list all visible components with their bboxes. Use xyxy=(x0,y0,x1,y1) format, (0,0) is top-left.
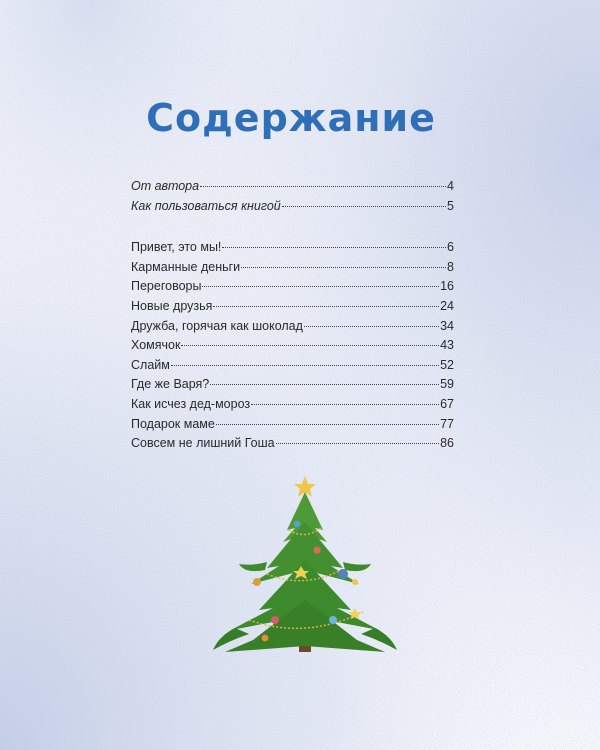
toc-dot-leader xyxy=(181,345,439,346)
toc-dot-leader xyxy=(222,247,446,248)
toc-dot-leader xyxy=(216,424,439,425)
toc-entry-title: Привет, это мы! xyxy=(131,240,222,255)
toc-entry[interactable] xyxy=(131,319,454,339)
toc-entry-title: Слайм xyxy=(131,357,170,372)
toc-page-number: 4 xyxy=(447,179,454,193)
toc-entry-title: От автора xyxy=(131,179,200,193)
toc-entry-title: Дружба, горячая как шоколад xyxy=(131,318,303,333)
toc-dot-leader xyxy=(276,443,440,444)
toc-entry-title: Хомячок xyxy=(131,338,181,353)
toc-entry-title: Переговоры xyxy=(131,279,202,294)
table-of-contents xyxy=(131,179,454,456)
toc-dot-leader xyxy=(171,365,439,366)
toc-entry[interactable] xyxy=(131,240,454,260)
toc-entry[interactable] xyxy=(131,338,454,358)
toc-page-number: 16 xyxy=(440,279,454,294)
christmas-tree-icon xyxy=(205,470,405,670)
toc-dot-leader xyxy=(251,404,439,405)
toc-page-number: 52 xyxy=(440,357,454,372)
toc-entry[interactable] xyxy=(131,417,454,437)
toc-entry[interactable] xyxy=(131,299,454,319)
toc-entry-title: Подарок маме xyxy=(131,416,215,431)
toc-entry-title: Карманные деньги xyxy=(131,259,241,274)
toc-page-number: 34 xyxy=(440,318,454,333)
toc-entry[interactable] xyxy=(131,279,454,299)
toc-dot-leader xyxy=(282,206,446,207)
toc-entry[interactable] xyxy=(131,179,454,199)
toc-dot-leader xyxy=(210,384,439,385)
toc-dot-leader xyxy=(200,186,446,187)
toc-page-number: 5 xyxy=(447,198,454,213)
toc-entry[interactable] xyxy=(131,377,454,397)
toc-entry[interactable] xyxy=(131,397,454,417)
toc-dot-leader xyxy=(241,267,446,268)
toc-page-number: 6 xyxy=(447,240,454,255)
toc-intro-group xyxy=(131,179,454,218)
toc-entry[interactable] xyxy=(131,199,454,219)
toc-entry[interactable] xyxy=(131,260,454,280)
toc-entry-title: Совсем не лишний Гоша xyxy=(131,436,275,451)
toc-entry[interactable] xyxy=(131,436,454,456)
toc-page-number: 24 xyxy=(440,298,454,313)
toc-page-number: 77 xyxy=(440,416,454,431)
toc-entry-title: Как исчез дед-мороз xyxy=(131,396,251,411)
toc-entry-title: Как пользоваться книгой xyxy=(131,198,281,213)
toc-entry-title: Где же Варя? xyxy=(131,377,210,392)
toc-page-number: 43 xyxy=(440,338,454,353)
toc-dot-leader xyxy=(202,286,439,287)
toc-page-number: 8 xyxy=(447,259,454,274)
toc-page-number: 59 xyxy=(440,377,454,392)
toc-dot-leader xyxy=(304,326,439,327)
page-title: Содержание xyxy=(146,96,436,140)
toc-entry[interactable] xyxy=(131,358,454,378)
toc-chapter-group xyxy=(131,240,454,456)
toc-entry-title: Новые друзья xyxy=(131,298,213,313)
toc-page-number: 86 xyxy=(440,436,454,451)
toc-page-number: 67 xyxy=(440,396,454,411)
toc-dot-leader xyxy=(213,306,439,307)
